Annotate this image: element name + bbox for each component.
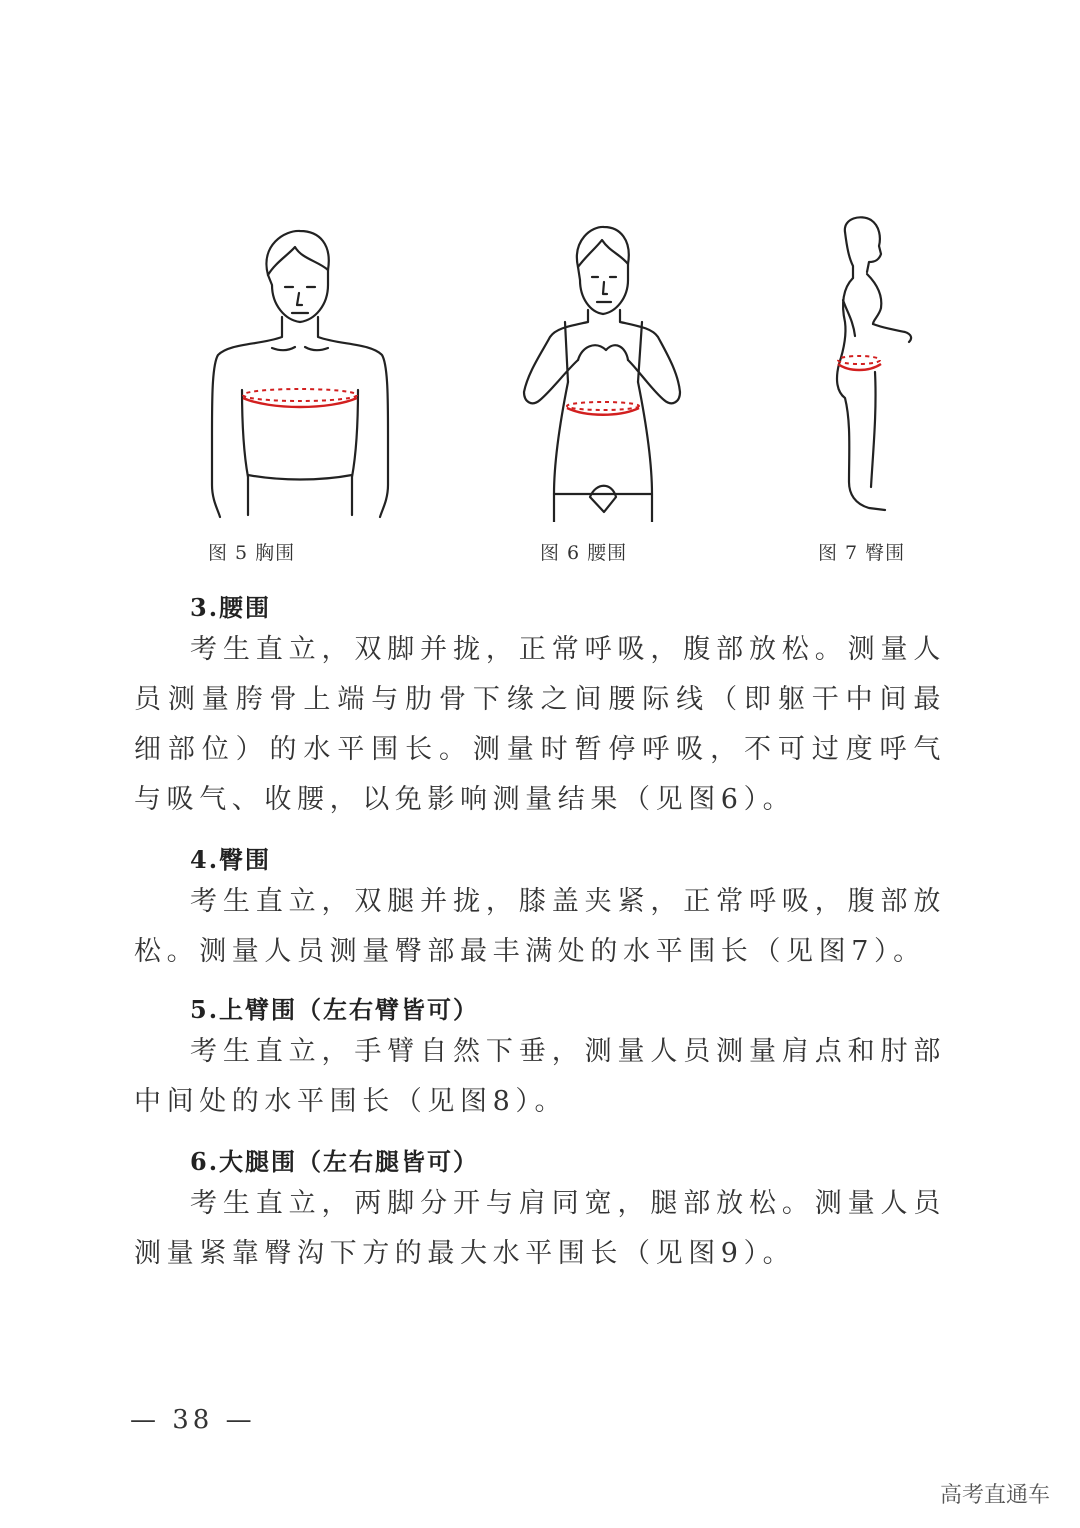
- section-text-hip: 考生直立，双腿并拢，膝盖夹紧，正常呼吸，腹部放松。测量人员测量臀部最丰满处的水平围长（见图7）。: [134, 886, 946, 967]
- figure-5-caption: 图 5 胸围: [208, 542, 296, 564]
- section-text-thigh: 考生直立，两脚分开与肩同宽，腿部放松。测量人员测量紧靠臀沟下方的最大水平围长（见图9）。: [134, 1188, 946, 1269]
- watermark: 高考直通车: [940, 1483, 1051, 1508]
- chest-measurement-figure: [200, 225, 400, 520]
- page-number: — 38 —: [130, 1405, 256, 1435]
- hip-measurement-figure: [825, 212, 920, 517]
- section-heading-hip: 4.臀围: [190, 845, 272, 874]
- section-heading-waist: 3.腰围: [190, 593, 272, 622]
- section-heading-upper-arm: 5.上臂围（左右臂皆可）: [190, 995, 480, 1024]
- section-text-upper-arm: 考生直立，手臂自然下垂，测量人员测量肩点和肘部中间处的水平围长（见图8）。: [134, 1036, 946, 1117]
- figure-7-caption: 图 7 臀围: [818, 542, 906, 564]
- figure-6-caption: 图 6 腰围: [540, 542, 628, 564]
- waist-measurement-figure: [520, 222, 685, 522]
- section-heading-thigh: 6.大腿围（左右腿皆可）: [190, 1147, 480, 1176]
- section-text-waist: 考生直立，双脚并拢，正常呼吸，腹部放松。测量人员测量胯骨上端与肋骨下缘之间腰际线（即躯干中间最细部位）的水平围长。测量时暂停呼吸，不可过度呼气与吸气、收腰，以免影响测量结果（见图6）。: [134, 634, 946, 815]
